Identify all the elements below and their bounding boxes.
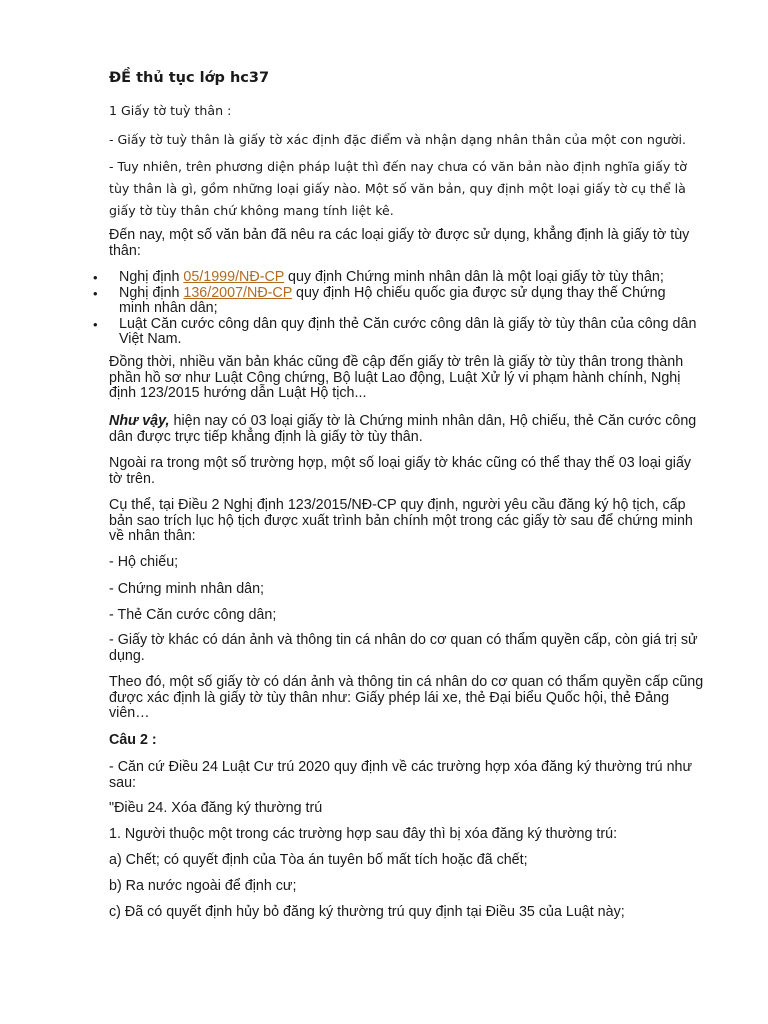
paragraph-intro-list: Đến nay, một số văn bản đã nêu ra các loại giấy tờ được sử dụng, khẳng định là giấy tờ tùy thân: xyxy=(109,227,690,259)
paragraph-conclusion xyxy=(109,414,709,445)
clause-line: c) Đã có quyết định hủy bỏ đăng ký thường trú quy định tại Điều 35 của Luật này; xyxy=(109,904,625,920)
emphasis-text: Như vậy, xyxy=(109,413,170,429)
list-item xyxy=(109,286,671,317)
paragraph-other-papers: - Giấy tờ khác có dán ảnh và thông tin cá nhân do cơ quan có thẩm quyền cấp, còn giá trị sử dụng. xyxy=(109,632,698,664)
clause-line: a) Chết; có quyết định của Tòa án tuyên bố mất tích hoặc đã chết; xyxy=(109,852,528,868)
list-item-text: Nghị định xyxy=(119,284,184,301)
list-line: - Thẻ Căn cước công dân; xyxy=(109,607,277,623)
paragraph-text: hiện nay có 03 loại giấy tờ là Chứng minh nhân dân, Hộ chiếu, thẻ Căn cước công dân được trực tiếp khẳng định là giấy tờ tùy thân. xyxy=(109,413,697,445)
paragraph-definition: - Giấy tờ tuỳ thân là giấy tờ xác định đặc điểm và nhận dạng nhân thân của một con người. xyxy=(109,132,687,147)
decree-link[interactable]: 05/1999/NĐ-CP xyxy=(183,269,285,285)
list-item-text: quy định Chứng minh nhân dân là một loại giấy tờ tùy thân; xyxy=(284,269,664,285)
clause-line: b) Ra nước ngoài để định cư; xyxy=(109,878,297,894)
paragraph-alternatives: Ngoài ra trong một số trường hợp, một số loại giấy tờ khác cũng có thể thay thế 03 loại giấy tờ trên. xyxy=(109,455,692,487)
list-item xyxy=(109,270,721,286)
article-heading: "Điều 24. Xóa đăng ký thường trú xyxy=(109,800,323,816)
paragraph-article-2: Cụ thể, tại Điều 2 Nghị định 123/2015/NĐ-CP quy định, người yêu cầu đăng ký hộ tịch, cấp bản sao trích lục hộ tịch được xuất trình bản chính một trong các giấy tờ sau để chứng minh về nhân thân: xyxy=(109,497,693,544)
list-line: - Hộ chiếu; xyxy=(109,554,179,570)
decree-link[interactable]: 136/2007/NĐ-CP xyxy=(183,284,293,301)
document-title: ĐỀ thủ tục lớp hc37 xyxy=(109,70,270,86)
list-item xyxy=(109,317,719,348)
document-list xyxy=(109,270,721,348)
paragraph-examples: Theo đó, một số giấy tờ có dán ảnh và thông tin cá nhân do cơ quan có thẩm quyền cấp cũng được xác định là giấy tờ tùy thân như: Giấy phép lái xe, thẻ Đại biểu Quốc hội, thẻ Đảng viên… xyxy=(109,674,704,721)
list-item-text: Nghị định xyxy=(119,269,184,285)
section-heading-1: 1 Giấy tờ tuỳ thân : xyxy=(109,103,232,118)
list-line: - Chứng minh nhân dân; xyxy=(109,581,265,597)
section-heading-2: Câu 2 : xyxy=(109,732,157,748)
list-item-text: quy định Hộ chiếu quốc gia được sử dụng thay thế Chứng minh nhân dân; xyxy=(119,284,666,316)
clause-line: 1. Người thuộc một trong các trường hợp sau đây thì bị xóa đăng ký thường trú: xyxy=(109,826,618,842)
paragraph-other-documents: Đồng thời, nhiều văn bản khác cũng đề cập đến giấy tờ trên là giấy tờ tùy thân trong thành phần hồ sơ như Luật Công chứng, Bộ luật Lao động, Luật Xử lý vi phạm hành chính, Nghị định 123/2015 hướng dẫn Luật Hộ tịch... xyxy=(109,354,684,401)
list-item-text: Luật Căn cước công dân quy định thẻ Căn cước công dân là giấy tờ tùy thân của công dân Việt Nam. xyxy=(119,315,697,347)
paragraph-legal-note: - Tuy nhiên, trên phương diện pháp luật thì đến nay chưa có văn bản nào định nghĩa giấy tờ tùy thân là gì, gồm những loại giấy nào. Một số văn bản, quy định một loại giấy tờ cụ thể là giấy tờ tùy thân chứ không mang tính liệt kê. xyxy=(109,159,687,218)
paragraph-residence-law: - Căn cứ Điều 24 Luật Cư trú 2020 quy định về các trường hợp xóa đăng ký thường trú như sau: xyxy=(109,759,693,791)
